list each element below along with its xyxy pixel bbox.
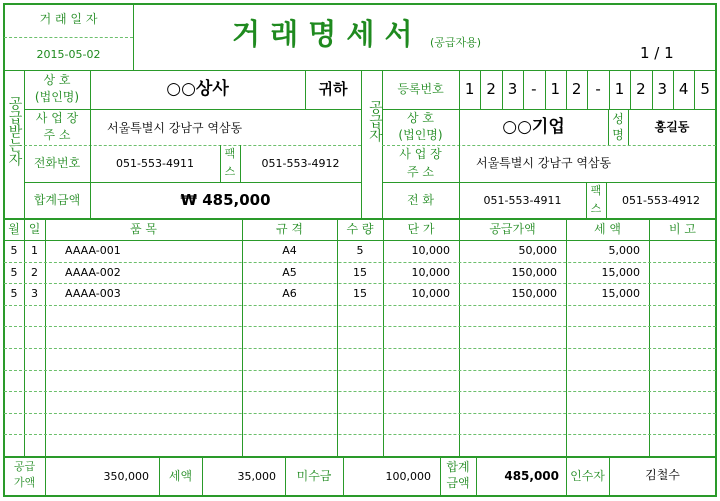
buyer-addr-label-2: 주 소 [43,128,71,142]
footer-sum-label-1: 합계 [446,460,470,474]
table-cell: 10,000 [411,244,450,257]
buyer-name: ○○상사 [166,79,229,99]
table-cell: AAAA-002 [65,265,121,279]
supplier-name-label-2: (법인명) [398,128,443,142]
table-cell: A4 [282,244,297,257]
table-header-cell: 단 가 [407,222,435,236]
reg-digit: 2 [636,80,646,98]
reg-digit: 4 [678,80,689,98]
table-header-cell: 규 격 [276,222,303,236]
table-header-cell: 일 [28,222,41,236]
table-cell: A5 [282,265,297,279]
reg-digit: 3 [507,80,518,98]
table-cell: AAAA-003 [65,287,121,301]
footer-sum-label-2: 금액 [446,476,470,490]
table-cell: 5,000 [608,244,640,257]
page-number: 1 / 1 [640,44,674,62]
supplier-name: ○○기업 [502,117,565,137]
table-cell: 15,000 [601,265,640,279]
page-title: 거 래 명 세 서 [232,17,413,51]
buyer-total-label: 합계금액 [33,193,81,207]
table-header-cell: 세 액 [594,222,621,236]
table-cell: 10,000 [411,265,450,279]
supplier-fax: 051-553-4912 [622,194,700,207]
table-cell: 150,000 [511,265,557,279]
buyer-addr-label-1: 사 업 장 [35,111,79,125]
buyer-total: ₩ 485,000 [180,191,271,209]
table-cell: 5 [10,265,18,279]
table-header-cell: 월 [8,222,20,236]
table-header-cell: 수 량 [346,222,374,236]
table-cell: 5 [10,244,18,257]
buyer-name-label-1: 상 호 [43,73,71,87]
table-cell: 5 [10,287,18,301]
date-label: 거 래 일 자 [39,12,98,26]
table-cell: 5 [356,244,364,257]
footer-tax-label: 세액 [168,469,193,483]
footer-supply-label-1: 공급 [13,460,36,473]
buyer-honorific: 귀하 [318,80,348,98]
table-cell: 15,000 [601,287,640,301]
supplier-addr-label-1: 사 업 장 [399,147,442,161]
footer-receiver-label: 인수자 [570,469,605,483]
buyer-fax: 051-553-4912 [261,157,340,170]
reg-digit: - [595,80,601,98]
table-cell: 1 [31,244,38,257]
supplier-address: 서울특별시 강남구 역삼동 [476,156,612,170]
footer-tax-value: 35,000 [237,470,276,483]
supplier-reg-label: 등록번호 [397,82,444,96]
reg-digit: 1 [614,80,625,98]
table-header-cell: 품 목 [130,222,157,236]
buyer-fax-label-1: 팩 [224,147,236,160]
supplier-side-label: 공급자 [367,100,383,142]
table-cell: 3 [31,287,38,301]
reg-digit: 1 [464,80,475,98]
reg-digit: 3 [657,80,668,98]
supplier-rep-label-2: 명 [612,128,624,142]
reg-digit: 2 [486,80,496,98]
title-subtitle: (공급자용) [430,36,482,49]
table-cell: 10,000 [411,287,450,301]
footer-unpaid-value: 100,000 [385,470,431,483]
table-header-cell: 공급가액 [489,222,536,236]
supplier-representative: 홍길동 [654,120,690,134]
footer-receiver-name: 김철수 [645,468,680,482]
table-cell: 15 [353,287,367,301]
table-cell: 50,000 [518,244,557,257]
buyer-fax-label-2: 스 [224,165,236,178]
supplier-rep-label-1: 성 [612,112,624,126]
table-cell: 2 [31,265,38,279]
supplier-fax-label-1: 팩 [590,184,602,197]
reg-digit: 1 [550,80,561,98]
buyer-tel-label: 전화번호 [33,156,81,170]
reg-digit: 2 [571,80,582,98]
reg-digit: - [531,80,537,98]
buyer-name-label-2: (법인명) [34,90,80,104]
supplier-addr-label-2: 주 소 [407,165,434,179]
supplier-tel-label: 전 화 [407,193,434,207]
table-header-cell: 비 고 [669,222,696,236]
supplier-tel: 051-553-4911 [483,194,562,207]
buyer-address: 서울특별시 강남구 역삼동 [107,121,243,135]
footer-sum-value: 485,000 [504,469,559,483]
buyer-tel: 051-553-4911 [116,157,194,170]
footer-supply-label-2: 가액 [13,476,36,489]
table-cell: A6 [282,287,297,301]
table-cell: 15 [353,265,367,279]
buyer-side-label: 공급받는자 [6,96,23,166]
footer-unpaid-label: 미수금 [296,469,332,483]
footer-supply-value: 350,000 [103,470,149,483]
table-cell: AAAA-001 [65,244,121,257]
supplier-fax-label-2: 스 [590,202,602,215]
reg-digit: 5 [700,80,710,98]
supplier-name-label-1: 상 호 [407,111,434,125]
table-cell: 150,000 [511,287,557,301]
date-value: 2015-05-02 [36,48,101,61]
